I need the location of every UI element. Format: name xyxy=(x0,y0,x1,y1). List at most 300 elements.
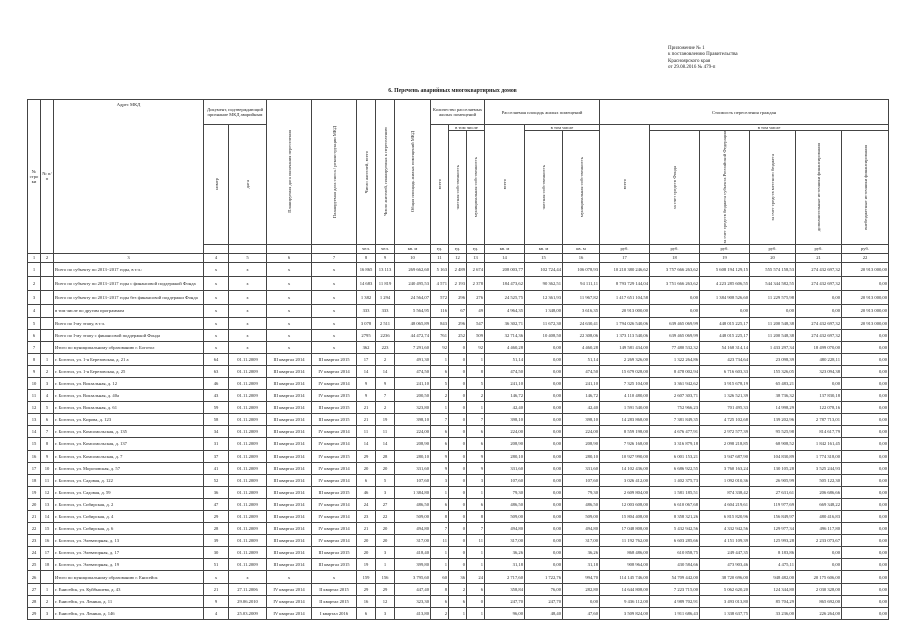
residents-planned-cell: 19 xyxy=(376,414,395,426)
item-number-cell: 3 xyxy=(41,377,54,389)
row-number-cell: 13 xyxy=(28,414,41,426)
rooms-total-cell: 5 163 xyxy=(431,262,449,276)
row-number-cell: 12 xyxy=(28,402,41,414)
cost-local-cell: 11 200 548,38 xyxy=(750,329,796,341)
cost-nonbudget-cell: 0,00 xyxy=(842,474,889,486)
residents-planned-cell: 3 xyxy=(376,547,395,559)
table-row xyxy=(28,583,889,595)
planned-demolition-cell: IV квартал 2014 xyxy=(312,462,357,474)
cost-nonbudget-cell: 0,00 xyxy=(842,523,889,535)
area-total-cell: 317,00 xyxy=(485,535,525,547)
rooms-private-cell: 0 xyxy=(449,390,467,402)
doc-date-cell: x xyxy=(229,276,267,290)
rooms-private-cell: 0 xyxy=(449,486,467,498)
rooms-municipal-cell: 9 xyxy=(467,462,485,474)
residents-total-cell: 6 xyxy=(357,607,376,619)
item-number-cell xyxy=(41,305,54,317)
cost-local-cell: 4 475,11 xyxy=(750,559,796,571)
cost-nonbudget-cell: 0,00 xyxy=(842,607,889,619)
total-area-cell: 240 495,53 xyxy=(395,276,431,290)
cost-fund-cell: 0,00 xyxy=(650,305,700,317)
column-number: 2 xyxy=(41,253,54,262)
table-row xyxy=(28,607,889,619)
doc-date-cell: 01.11.2009 xyxy=(229,402,267,414)
row-number-cell: 28 xyxy=(28,595,41,607)
cost-total-cell: 14 102 436,00 xyxy=(600,462,650,474)
item-number-cell: 18 xyxy=(41,559,54,571)
unit-cell: руб. xyxy=(600,244,650,253)
area-total-cell: 494,80 xyxy=(485,523,525,535)
row-number-cell: 14 xyxy=(28,426,41,438)
rooms-municipal-cell: 11 xyxy=(467,535,485,547)
cost-extra-cell: 2 030 328,00 xyxy=(796,583,842,595)
rooms-private-cell: 2 193 xyxy=(449,276,467,290)
area-total-cell: 358,84 xyxy=(485,583,525,595)
rooms-private-cell: 0 xyxy=(449,559,467,571)
planned-demolition-cell: IV квартал 2015 xyxy=(312,390,357,402)
doc-number-cell: 28 xyxy=(204,523,229,535)
cost-local-cell: 139 202,96 xyxy=(750,414,796,426)
total-area-cell: 323,30 xyxy=(395,595,431,607)
residents-total-cell: 21 xyxy=(357,523,376,535)
rooms-municipal-cell: 5 xyxy=(467,377,485,389)
header-cost-local: за счет средств местного бюджета xyxy=(750,131,796,245)
header-residents-planned: Число жителей, планируемых к переселению xyxy=(376,100,395,245)
cost-extra-cell: 206 686,66 xyxy=(796,486,842,498)
address-cell: в том числе по другим программам xyxy=(54,305,204,317)
area-private-cell: 0,00 xyxy=(525,341,563,353)
doc-date-cell: 01.11.2009 xyxy=(229,462,267,474)
cost-region-cell: 54 168 314,14 xyxy=(700,341,750,353)
cost-nonbudget-cell: 0,00 xyxy=(842,390,889,402)
cost-local-cell: 155 326,05 xyxy=(750,365,796,377)
area-private-cell: 0,00 xyxy=(525,523,563,535)
rooms-total-cell: 1 xyxy=(431,486,449,498)
area-private-cell: 0,00 xyxy=(525,462,563,474)
cost-fund-cell: 6 686 922,55 xyxy=(650,462,700,474)
rooms-private-cell: 296 xyxy=(449,317,467,329)
planned-resettlement-cell: III квартал 2014 xyxy=(267,438,312,450)
area-municipal-cell: 22 308,06 xyxy=(563,329,600,341)
column-number: 4 xyxy=(204,253,229,262)
rooms-municipal-cell: 7 xyxy=(467,523,485,535)
cost-fund-cell: 8 478 002,94 xyxy=(650,365,700,377)
rooms-total-cell: 4 571 xyxy=(431,276,449,290)
area-total-cell: 331,60 xyxy=(485,462,525,474)
header-doc-date: дата xyxy=(229,125,267,245)
cost-extra-cell: 2 787 713,01 xyxy=(796,414,842,426)
area-private-cell: 102 724,44 xyxy=(525,262,563,276)
rooms-municipal-cell: 6 xyxy=(467,426,485,438)
total-area-cell: 5 564,95 xyxy=(395,305,431,317)
cost-region-cell: 4 725 102,68 xyxy=(700,414,750,426)
planned-resettlement-cell: III квартал 2014 xyxy=(267,535,312,547)
cost-nonbudget-cell: 0,00 xyxy=(842,353,889,365)
cost-extra-cell: 814 617,79 xyxy=(796,426,842,438)
rooms-private-cell: 0 xyxy=(449,535,467,547)
column-number: 16 xyxy=(563,253,600,262)
row-number-cell: 5 xyxy=(28,317,41,329)
cost-fund-cell: 639 465 069,99 xyxy=(650,317,700,329)
doc-date-cell: x xyxy=(229,341,267,353)
rooms-private-cell: 1 xyxy=(449,607,467,619)
cost-extra-cell: 274 432 697,32 xyxy=(796,276,842,290)
residents-total-cell: 24 xyxy=(357,498,376,510)
total-area-cell: 418,40 xyxy=(395,547,431,559)
area-municipal-cell: 282,80 xyxy=(563,583,600,595)
residents-planned-cell: 156 xyxy=(376,571,395,583)
planned-resettlement-cell: III квартал 2014 xyxy=(267,450,312,462)
planned-resettlement-cell: x xyxy=(267,291,312,305)
appendix-line: Красноярского края xyxy=(668,58,711,64)
planned-resettlement-cell: III квартал 2014 xyxy=(267,426,312,438)
column-number: 15 xyxy=(525,253,563,262)
area-private-cell: 90 362,51 xyxy=(525,276,563,290)
row-number-cell: 2 xyxy=(28,276,41,290)
planned-demolition-cell: x xyxy=(312,329,357,341)
rooms-municipal-cell: 2 378 xyxy=(467,276,485,290)
table-row xyxy=(28,462,889,474)
doc-number-cell: 46 xyxy=(204,377,229,389)
table-row xyxy=(28,402,889,414)
header-area-private: частная собственность xyxy=(525,131,563,245)
rooms-private-cell: 0 xyxy=(449,377,467,389)
unit-cell: кв. м xyxy=(485,244,525,253)
row-number-cell: 18 xyxy=(28,474,41,486)
doc-number-cell: 43 xyxy=(204,390,229,402)
area-total-cell: 241,10 xyxy=(485,377,525,389)
cost-local-cell: 11 229 575,98 xyxy=(750,291,796,305)
column-number: 5 xyxy=(229,253,267,262)
cost-total-cell: 12 003 608,00 xyxy=(600,498,650,510)
area-municipal-cell: 11 967,82 xyxy=(563,291,600,305)
cost-region-cell: 5 062 620,20 xyxy=(700,583,750,595)
rooms-municipal-cell: 1 xyxy=(467,353,485,365)
cost-region-cell: 4 223 285 606,55 xyxy=(700,276,750,290)
total-area-cell: 7 291,60 xyxy=(395,341,431,353)
residents-total-cell: 14 xyxy=(357,438,376,450)
cost-nonbudget-cell: 0,00 xyxy=(842,559,889,571)
doc-number-cell: 58 xyxy=(204,414,229,426)
cost-nonbudget-cell: 0,00 xyxy=(842,535,889,547)
total-area-cell: 3 795,60 xyxy=(395,571,431,583)
rooms-municipal-cell: 6 xyxy=(467,498,485,510)
cost-fund-cell: 8 358 321,26 xyxy=(650,511,700,523)
planned-demolition-cell: IV квартал 2015 xyxy=(312,450,357,462)
area-private-cell: 0,00 xyxy=(525,390,563,402)
residents-total-cell: 14 xyxy=(357,365,376,377)
unit-cell xyxy=(204,244,229,253)
cost-local-cell: 95 525,98 xyxy=(750,426,796,438)
row-number-cell: 4 xyxy=(28,305,41,317)
planned-resettlement-cell: III квартал 2014 xyxy=(267,377,312,389)
residents-planned-cell: 1 294 xyxy=(376,291,395,305)
table-row xyxy=(28,305,889,317)
area-total-cell: 398,10 xyxy=(485,414,525,426)
planned-demolition-cell: IV квартал 2014 xyxy=(312,438,357,450)
unit-cell xyxy=(312,244,357,253)
doc-number-cell: 47 xyxy=(204,498,229,510)
residents-total-cell: 29 xyxy=(357,450,376,462)
cost-nonbudget-cell: 0,00 xyxy=(842,329,889,341)
residents-planned-cell: 20 xyxy=(376,535,395,547)
area-total-cell: 107,60 xyxy=(485,474,525,486)
area-private-cell: 48,40 xyxy=(525,607,563,619)
cost-nonbudget-cell: 0,00 xyxy=(842,276,889,290)
area-total-cell: 280,10 xyxy=(485,450,525,462)
doc-date-cell: 01.11.2009 xyxy=(229,486,267,498)
row-number-cell: 25 xyxy=(28,559,41,571)
cost-region-cell: 1 384 908 526,60 xyxy=(700,291,750,305)
doc-date-cell: 01.11.2009 xyxy=(229,390,267,402)
cost-local-cell: 23 098,39 xyxy=(750,353,796,365)
residents-planned-cell: 12 xyxy=(376,595,395,607)
cost-nonbudget-cell: 0,00 xyxy=(842,365,889,377)
planned-resettlement-cell: x xyxy=(267,317,312,329)
rooms-municipal-cell: 9 xyxy=(467,450,485,462)
area-total-cell: 51,14 xyxy=(485,353,525,365)
doc-number-cell: 9 xyxy=(204,595,229,607)
unit-cell xyxy=(229,244,267,253)
rooms-municipal-cell: 2 674 xyxy=(467,262,485,276)
area-municipal-cell: 280,10 xyxy=(563,450,600,462)
column-number: 3 xyxy=(54,253,204,262)
residents-total-cell: 14 683 xyxy=(357,276,376,290)
table-row xyxy=(28,353,889,365)
doc-date-cell: x xyxy=(229,291,267,305)
total-area-cell: 241,10 xyxy=(395,377,431,389)
planned-resettlement-cell: III квартал 2014 xyxy=(267,414,312,426)
item-number-cell: 14 xyxy=(41,511,54,523)
rooms-total-cell: 9 xyxy=(431,462,449,474)
cost-total-cell: 8 559 198,00 xyxy=(600,426,650,438)
item-number-cell: 13 xyxy=(41,498,54,510)
cost-region-cell: 2 972 577,39 xyxy=(700,426,750,438)
cost-total-cell: 7 926 168,00 xyxy=(600,438,650,450)
planned-demolition-cell: IV квартал 2014 xyxy=(312,511,357,523)
cost-fund-cell: 639 465 069,99 xyxy=(650,329,700,341)
row-number-cell: 16 xyxy=(28,450,41,462)
area-municipal-cell: 36,26 xyxy=(563,547,600,559)
cost-total-cell: 2 609 804,00 xyxy=(600,486,650,498)
cost-region-cell: 4 151 109,39 xyxy=(700,535,750,547)
residents-planned-cell: 3 xyxy=(376,486,395,498)
area-total-cell: 4 964,35 xyxy=(485,305,525,317)
cost-nonbudget-cell: 0,00 xyxy=(842,377,889,389)
planned-resettlement-cell: x xyxy=(267,571,312,583)
header-cost-fund: за счет средств Фонда xyxy=(650,131,700,245)
area-municipal-cell: 79,30 xyxy=(563,486,600,498)
cost-fund-cell: 4 989 702,91 xyxy=(650,595,700,607)
rooms-private-cell: 252 xyxy=(449,329,467,341)
appendix-line: к постановлению Правительства xyxy=(668,52,738,58)
address-cell: г. Боготол, ул. Комсомольская, д. 135 xyxy=(54,426,204,438)
residents-total-cell: 21 xyxy=(357,414,376,426)
planned-resettlement-cell: III квартал 2014 xyxy=(267,462,312,474)
rooms-total-cell: 9 xyxy=(431,450,449,462)
planned-resettlement-cell: III квартал 2014 xyxy=(267,353,312,365)
address-cell: Всего по I-му этапу, в т.ч. xyxy=(54,317,204,329)
row-number-cell: 29 xyxy=(28,607,41,619)
cost-nonbudget-cell: 0,00 xyxy=(842,426,889,438)
column-number: 7 xyxy=(312,253,357,262)
doc-number-cell: 4 xyxy=(204,607,229,619)
area-municipal-cell: 994,70 xyxy=(563,571,600,583)
header-area-total: всего xyxy=(485,125,525,245)
planned-resettlement-cell: III квартал 2014 xyxy=(267,547,312,559)
rooms-private-cell: 2 489 xyxy=(449,262,467,276)
cost-total-cell: 908 964,00 xyxy=(600,559,650,571)
planned-resettlement-cell: III квартал 2014 xyxy=(267,474,312,486)
doc-date-cell: x xyxy=(229,317,267,329)
doc-number-cell: 39 xyxy=(204,535,229,547)
area-municipal-cell: 486,50 xyxy=(563,498,600,510)
residents-total-cell: 23 xyxy=(357,511,376,523)
cost-extra-cell: 480 228,11 xyxy=(796,353,842,365)
rooms-private-cell: 0 xyxy=(449,511,467,523)
cost-local-cell: 1 433 297,34 xyxy=(750,341,796,353)
cost-total-cell: 3 026 412,00 xyxy=(600,474,650,486)
cost-local-cell: 0,00 xyxy=(750,305,796,317)
row-number-cell: 1 xyxy=(28,262,41,276)
area-private-cell: 0,00 xyxy=(525,365,563,377)
column-number: 22 xyxy=(842,253,889,262)
total-area-cell: 200,50 xyxy=(395,390,431,402)
cost-extra-cell: 18 499 070,00 xyxy=(796,341,842,353)
total-area-cell: 48 065,89 xyxy=(395,317,431,329)
residents-total-cell: 21 xyxy=(357,402,376,414)
residents-total-cell: 9 xyxy=(357,377,376,389)
cost-total-cell: 10 210 380 246,62 xyxy=(600,262,650,276)
area-private-cell: 0,00 xyxy=(525,438,563,450)
rooms-municipal-cell: 49 xyxy=(467,305,485,317)
item-number-cell: 12 xyxy=(41,486,54,498)
total-area-cell: 486,50 xyxy=(395,498,431,510)
cost-local-cell: 65 483,21 xyxy=(750,377,796,389)
cost-nonbudget-cell: 0,00 xyxy=(842,438,889,450)
rooms-total-cell: 8 xyxy=(431,583,449,595)
item-number-cell xyxy=(41,329,54,341)
planned-demolition-cell: III квартал 2015 xyxy=(312,353,357,365)
address-cell: г. Боготол, ул. 1-я Березовская, д. 25 xyxy=(54,365,204,377)
cost-nonbudget-cell: 0,00 xyxy=(842,414,889,426)
rooms-private-cell: 0 xyxy=(449,450,467,462)
cost-fund-cell: 6 610 067,68 xyxy=(650,498,700,510)
residents-planned-cell: 2 511 xyxy=(376,317,395,329)
item-number-cell xyxy=(41,341,54,353)
item-number-cell: 11 xyxy=(41,474,54,486)
cost-fund-cell: 3 316 879,18 xyxy=(650,438,700,450)
rooms-municipal-cell: 6 xyxy=(467,583,485,595)
unit-cell: руб. xyxy=(750,244,796,253)
planned-demolition-cell: IV квартал 2014 xyxy=(312,365,357,377)
doc-number-cell: 37 xyxy=(204,450,229,462)
cost-fund-cell: 3 751 666 263,62 xyxy=(650,276,700,290)
column-number: 6 xyxy=(267,253,312,262)
planned-demolition-cell: II квартал 2015 xyxy=(312,595,357,607)
total-area-cell: 44 472,74 xyxy=(395,329,431,341)
column-number: 1 xyxy=(28,253,41,262)
area-total-cell: 509,00 xyxy=(485,511,525,523)
address-cell: Всего по субъекту по 2013−2017 годы, в т.ч.: xyxy=(54,262,204,276)
unit-cell xyxy=(267,244,312,253)
rooms-total-cell: 1 xyxy=(431,547,449,559)
cost-nonbudget-cell: 0,00 xyxy=(842,595,889,607)
doc-date-cell: 01.11.2009 xyxy=(229,547,267,559)
cost-local-cell: 544 344 582,55 xyxy=(750,276,796,290)
row-number-cell: 15 xyxy=(28,438,41,450)
item-number-cell xyxy=(41,262,54,276)
cost-extra-cell: 274 432 697,32 xyxy=(796,329,842,341)
item-number-cell: 15 xyxy=(41,523,54,535)
area-municipal-cell: 509,00 xyxy=(563,511,600,523)
cost-nonbudget-cell: 20 913 000,00 xyxy=(842,317,889,329)
rooms-total-cell: 7 xyxy=(431,523,449,535)
doc-number-cell: x xyxy=(204,262,229,276)
area-total-cell: 36,26 xyxy=(485,547,525,559)
area-total-cell: 96,00 xyxy=(485,607,525,619)
planned-resettlement-cell: IV квартал 2014 xyxy=(267,595,312,607)
planned-demolition-cell: x xyxy=(312,291,357,305)
address-cell: г. Боготол, ул. Сибирская, д. 6 xyxy=(54,523,204,535)
residents-planned-cell: 20 xyxy=(376,523,395,535)
planned-demolition-cell: IV квартал 2014 xyxy=(312,523,357,535)
table-header xyxy=(28,100,889,263)
doc-number-cell: 59 xyxy=(204,402,229,414)
area-private-cell: 247,70 xyxy=(525,595,563,607)
cost-region-cell: 3 915 678,19 xyxy=(700,377,750,389)
rooms-municipal-cell: 1 xyxy=(467,559,485,571)
column-number: 18 xyxy=(650,253,700,262)
area-private-cell: 76,00 xyxy=(525,583,563,595)
residents-total-cell: 46 xyxy=(357,486,376,498)
item-number-cell xyxy=(41,291,54,305)
cost-fund-cell: 1 402 375,73 xyxy=(650,474,700,486)
address-cell: г. Боготол, ул. Элеваторная, д. 13 xyxy=(54,535,204,547)
planned-resettlement-cell: x xyxy=(267,341,312,353)
column-number: 17 xyxy=(600,253,650,262)
rooms-municipal-cell: 2 xyxy=(467,390,485,402)
total-area-cell: 331,60 xyxy=(395,462,431,474)
doc-date-cell: 25.03.2009 xyxy=(229,607,267,619)
address-cell: г. Енисейск, ул. Ленина, д. 146 xyxy=(54,607,204,619)
area-municipal-cell: 24 630,41 xyxy=(563,317,600,329)
area-private-cell: 1 722,76 xyxy=(525,571,563,583)
header-total-area: Общая площадь жилых помещений МКД xyxy=(395,100,431,245)
area-total-cell: 208 003,77 xyxy=(485,262,525,276)
row-number-cell: 10 xyxy=(28,377,41,389)
doc-number-cell: x xyxy=(204,305,229,317)
header-cost-incl: в том числе xyxy=(650,125,889,131)
row-number-cell: 19 xyxy=(28,486,41,498)
rooms-private-cell: 36 xyxy=(449,571,467,583)
residents-planned-cell: 14 xyxy=(376,438,395,450)
rooms-municipal-cell: 0 xyxy=(467,595,485,607)
cost-extra-cell: 137 830,18 xyxy=(796,390,842,402)
emergency-houses-table xyxy=(27,99,889,620)
cost-fund-cell: 6 603 285,66 xyxy=(650,535,700,547)
cost-region-cell: 6 716 603,33 xyxy=(700,365,750,377)
header-area-incl: в том числе xyxy=(525,125,600,131)
cost-total-cell: 1 417 651 104,58 xyxy=(600,291,650,305)
residents-planned-cell: 11 xyxy=(376,426,395,438)
column-number: 12 xyxy=(449,253,467,262)
area-municipal-cell: 224,00 xyxy=(563,426,600,438)
doc-date-cell: 01.11.2009 xyxy=(229,365,267,377)
table-row xyxy=(28,317,889,329)
doc-number-cell: x xyxy=(204,317,229,329)
row-number-cell: 9 xyxy=(28,365,41,377)
